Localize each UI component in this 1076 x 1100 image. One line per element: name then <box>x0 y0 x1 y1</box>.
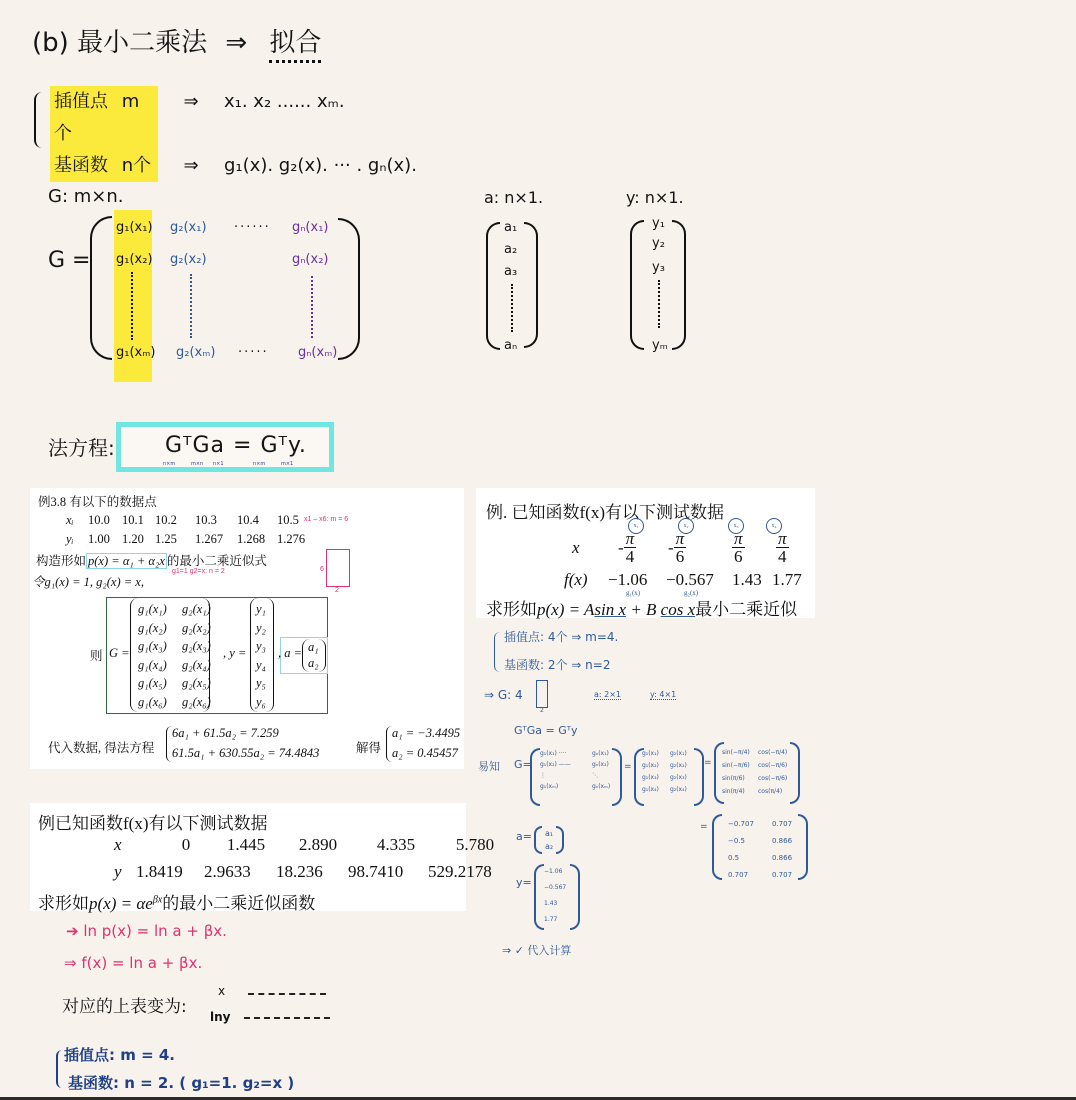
G-cell: g₁(x₃) <box>642 774 659 781</box>
trig-example-card <box>476 488 815 618</box>
y-entry: y₃ <box>652 260 665 275</box>
basis-functions-line: 基函数: n = 2. ( g₁=1. g₂=x ) <box>68 1074 295 1092</box>
G-cell: g₂(x₂) <box>182 620 211 635</box>
y-entry: 1.77 <box>544 916 558 923</box>
row-label: xᵢ <box>66 513 74 527</box>
left-brace <box>56 1050 64 1088</box>
page-title <box>32 22 321 59</box>
y-vector <box>256 600 266 711</box>
x-value: 10.4 <box>237 513 259 527</box>
y-left-paren <box>630 220 644 350</box>
x-data-row <box>114 835 516 855</box>
interp-points-line: 插值点: m = 4. <box>64 1046 175 1064</box>
a-right-paren <box>524 222 538 348</box>
ln-transform-line-1: ➔ ln p(x) = ln a + βx. <box>66 922 227 940</box>
annotation-n: g1=1 g2=x: n = 2 <box>172 568 225 575</box>
equals-sign: = <box>700 822 708 832</box>
G-cell: g₁(x₂) <box>642 762 659 769</box>
G-cell: 0.866 <box>772 837 793 845</box>
x-value: 4.335 <box>376 835 416 854</box>
row-label-x: x <box>218 984 226 998</box>
y-entry: y₂ <box>652 236 665 251</box>
left-paren <box>530 748 540 806</box>
vertical-dots <box>311 276 313 338</box>
a-dimension-label: a: 2×1 <box>594 690 622 699</box>
a-vector <box>308 639 319 671</box>
transformed-table-label: 对应的上表变为: <box>62 997 187 1017</box>
numerator: π <box>778 529 787 548</box>
G-cell: g₁(x₁) <box>138 602 167 616</box>
G-trig-col-2 <box>758 746 787 798</box>
dim-subscript: n×1 <box>213 461 224 467</box>
right-paren <box>694 748 704 806</box>
fraction <box>624 530 637 565</box>
G-cell: g₁(x₆) <box>138 694 167 709</box>
G-cell: g₁(xₘ) <box>540 783 559 790</box>
vertical-dots <box>190 274 192 338</box>
definition-count: m个 <box>54 91 140 144</box>
G-cell: −0.707 <box>728 820 754 828</box>
G-cell: g₂(x₄) <box>182 657 211 672</box>
G-numeric-col-2 <box>772 816 792 884</box>
x-value: 10.1 <box>122 513 144 527</box>
definitions-brace <box>36 86 417 182</box>
construct-suffix: 的最小二乘近似式 <box>166 554 267 568</box>
x-value <box>618 530 668 565</box>
y-entry: y₄ <box>256 657 266 672</box>
G-cell: g₂(x₃) <box>670 774 687 781</box>
x-value: 5.780 <box>455 835 495 854</box>
circled-annotation: x₁ <box>628 518 644 534</box>
G-cell: g₂(x₁) <box>670 750 687 757</box>
G-cell: g₁(x₄) <box>642 786 659 793</box>
y-entry: y₃ <box>256 639 266 653</box>
G-cell: g₂(x₁) <box>170 220 207 235</box>
denominator: 4 <box>778 547 787 566</box>
left-paren <box>712 814 722 880</box>
title-text: 最小二乘法 <box>77 28 208 58</box>
shape-cols: 2 <box>335 587 339 594</box>
y-entry: y₂ <box>256 620 266 635</box>
question-line <box>38 889 315 914</box>
question-prefix: 求形如 <box>486 600 537 619</box>
model-form: p(x) = αe <box>89 894 153 913</box>
left-brace <box>494 632 500 672</box>
dim-subscript: n×m <box>253 461 266 467</box>
exponent: βx <box>152 894 163 906</box>
sign: - <box>668 537 674 557</box>
G-cell: g₂(x₂) <box>170 252 207 267</box>
question-line <box>486 595 797 620</box>
G-cell: cos(−π/6) <box>758 762 788 769</box>
y-entry: −0.567 <box>544 884 567 891</box>
G-cell: g₁(x₃) <box>138 639 167 653</box>
a-entry: a₃ <box>504 264 518 279</box>
y-entry: y₅ <box>256 676 266 690</box>
G-cell: g₁(x₂) <box>138 620 167 635</box>
vertical-dots <box>511 284 513 332</box>
right-paren <box>612 748 622 806</box>
G-cell: sin(−π/6) <box>722 762 750 769</box>
known-label: 易知 <box>478 760 500 773</box>
f-value: 1.43 <box>732 570 762 589</box>
example-3-8-card <box>30 488 464 769</box>
G-specific-col-2 <box>670 748 687 796</box>
circled-annotation: x₃ <box>728 518 744 534</box>
row-label-lny: lny <box>210 1010 231 1024</box>
G-cell: g₂(x₃) <box>182 639 211 653</box>
placeholder-line <box>248 993 326 995</box>
G-specific-col-1 <box>642 748 659 796</box>
solution-a2: a₂ = 0.45457 <box>392 746 458 760</box>
row-label: x <box>114 835 122 854</box>
G-right-paren <box>338 218 360 360</box>
y-entry: y₁ <box>256 602 266 616</box>
G-cell: g₁(x₅) <box>138 676 167 690</box>
row-label: y <box>114 862 122 881</box>
dim-subscript: m×n <box>191 461 204 467</box>
x-value: 10.3 <box>195 513 217 527</box>
G-lhs: G = <box>109 646 130 660</box>
y-value: 529.2178 <box>428 862 492 881</box>
G-cell: g₂(x₄) <box>670 786 687 793</box>
G-lhs: G= <box>514 758 532 771</box>
normal-equation: GᵀGa = Gᵀy. <box>165 433 307 458</box>
x-value: 10.0 <box>88 513 110 527</box>
G-cell: g₂(x₅) <box>182 676 211 690</box>
G-cell: −0.5 <box>728 837 745 845</box>
y-value: 1.8419 <box>136 862 183 881</box>
example-heading: 例. 已知函数f(x)有以下测试数据 <box>486 503 724 522</box>
horizontal-dots: ······ <box>234 220 271 235</box>
G-cell: cos(−π/4) <box>758 749 788 756</box>
definition-label: 插值点 <box>54 91 108 112</box>
G-cell: g₁(x₂) —— <box>540 761 571 768</box>
y-lhs: y= <box>516 876 532 889</box>
y-entry: 1.43 <box>544 900 558 907</box>
a-entry: a₂ <box>308 656 319 670</box>
G-left-paren <box>90 216 112 360</box>
x-value: 0 <box>181 835 191 854</box>
G-cell: g₁(x₂) <box>116 252 153 267</box>
y-value: 1.25 <box>155 532 177 546</box>
y-data-row <box>66 532 307 547</box>
denominator: 6 <box>734 547 743 566</box>
question-suffix: 最小二乘近似 <box>695 600 798 619</box>
G-cell: g₁(x₁) <box>642 750 659 757</box>
normal-equation-label: 法方程: <box>48 436 115 460</box>
horizontal-dots: ····· <box>238 345 269 360</box>
y-dimension-label: y: n×1. <box>626 188 684 207</box>
model-form: p(x) = A <box>537 600 595 619</box>
vertical-dots <box>658 280 660 328</box>
G-cell: 0.5 <box>728 854 740 862</box>
a-entry: a₁ <box>308 640 319 654</box>
G-cell: gₙ(xₘ) <box>592 783 611 790</box>
G-cell: sin(π/4) <box>722 788 745 795</box>
f-value: −1.06 <box>608 570 648 589</box>
G-cell: gₙ(x₁) <box>592 750 609 757</box>
ln-transform-line-2: ⇒ f(x) = ln a + βx. <box>64 954 203 972</box>
numerator: π <box>625 529 635 548</box>
a-dimension-label: a: n×1. <box>484 188 544 207</box>
row-label-x: x <box>572 538 580 557</box>
y-entry: yₘ <box>652 338 668 353</box>
G-cell: cos(π/4) <box>758 788 783 795</box>
y-entry: −1.06 <box>544 868 563 875</box>
a-left-paren <box>486 222 500 350</box>
normal-equation: GᵀGa = Gᵀy <box>514 724 578 737</box>
denominator: 6 <box>675 547 685 566</box>
G-cell: ⋱ <box>592 772 598 779</box>
G-cell: ⋮ <box>540 772 546 779</box>
G-cell: sin(π/6) <box>722 775 745 782</box>
annotation-g2: g₂(x) <box>684 589 699 597</box>
a-vector <box>545 827 553 853</box>
y-data-row <box>114 862 502 882</box>
circled-annotation: x₂ <box>678 518 694 534</box>
G-cell: 0.707 <box>728 871 749 879</box>
definition-label: 基函数 <box>54 155 108 176</box>
sin-term-underlined: sin x <box>594 600 627 619</box>
right-paren <box>570 864 580 930</box>
y-lhs: , y = <box>223 646 247 660</box>
G-cell: gₙ(x₂) <box>592 761 609 768</box>
y-value: 98.7410 <box>348 862 404 881</box>
solve-label: 解得 <box>356 741 382 755</box>
y-right-paren <box>672 220 686 350</box>
G-cell: 0.866 <box>772 854 793 862</box>
G-general-col-n <box>592 748 610 792</box>
title-fit-underlined: 拟合 <box>269 28 321 63</box>
definition-row-interp-points <box>36 86 417 150</box>
G-cell: g₂(x₆) <box>182 694 211 709</box>
x-value: 10.5 <box>277 513 299 527</box>
G-trig-col-1 <box>722 746 750 798</box>
definition-value: g₁(x). g₂(x). ··· . gₙ(x). <box>224 155 417 176</box>
a-entry: a₁ <box>504 220 518 235</box>
left-brace <box>34 92 44 148</box>
normal-eq-1: 6a₁ + 61.5a₂ = 7.259 <box>172 726 279 740</box>
y-value: 2.9633 <box>204 862 251 881</box>
normal-equation-box <box>116 422 334 472</box>
G-general-col-1 <box>540 748 571 792</box>
x-value: 10.2 <box>155 513 177 527</box>
y-value: 1.276 <box>277 532 306 546</box>
implies-arrow: ⇒ <box>183 91 199 112</box>
a-entry: a₂ <box>504 242 518 257</box>
a-lhs: , a = <box>278 646 303 660</box>
shape-rows: 6 <box>320 566 324 573</box>
f-value: −0.567 <box>666 570 714 589</box>
x-value <box>768 530 812 565</box>
y-entry: y₆ <box>256 694 266 709</box>
model-form-boxed: p(x) = α₁ + α₂x <box>88 554 165 568</box>
left-paren <box>534 864 544 930</box>
G-cell: g₁(x₁) <box>116 220 153 235</box>
definition-row-basis-functions <box>36 150 417 182</box>
implies-arrow: ⇒ <box>183 155 199 176</box>
G-equals-label: G = <box>48 248 91 273</box>
G-cell: g₁(xₘ) <box>116 345 156 360</box>
f-values-row <box>564 570 812 590</box>
G-cell: sin(−π/4) <box>722 749 750 756</box>
y-vector <box>544 864 566 928</box>
y-value: 1.268 <box>237 532 266 546</box>
G-cell: 0.707 <box>772 820 793 828</box>
G-column-2 <box>182 600 211 711</box>
x-value: 1.445 <box>226 835 266 854</box>
plus-B: + B <box>626 600 661 619</box>
y-value: 1.267 <box>195 532 224 546</box>
basis-functions-line: 基函数: 2个 ⇒ n=2 <box>504 658 611 672</box>
a-entry: aₙ <box>504 338 518 353</box>
question-prefix: 求形如 <box>38 894 89 913</box>
fraction <box>732 530 745 565</box>
numerator: π <box>734 529 743 548</box>
left-paren <box>534 826 542 854</box>
exponential-example-card <box>30 803 495 913</box>
G-cell: gₙ(x₁) <box>292 220 329 235</box>
let-basis-line: 令g₁(x) = 1, g₂(x) = x, <box>32 575 144 589</box>
a-entry: a₂ <box>545 842 554 851</box>
a-lhs: a= <box>516 830 532 843</box>
definition-value: x₁. x₂ ...... xₘ. <box>224 91 345 112</box>
G-cell: 0.707 <box>772 871 793 879</box>
row-label: yᵢ <box>66 532 74 546</box>
annotation-g1: g₁(x) <box>626 589 641 597</box>
example-heading: 例3.8 有以下的数据点 <box>38 495 157 509</box>
x-data-row <box>66 513 307 528</box>
definition-count: n个 <box>121 155 152 176</box>
right-paren <box>798 814 808 880</box>
row-label-f: f(x) <box>564 570 588 589</box>
y-value: 1.00 <box>88 532 110 546</box>
G-cell: g₁(x₁) ···· <box>540 750 567 757</box>
y-entry: y₁ <box>652 216 665 231</box>
y-value: 1.20 <box>122 532 144 546</box>
equals-sign: = <box>704 758 712 768</box>
y-dimension-label: y: 4×1 <box>650 690 677 699</box>
normal-eq-2: 61.5a₁ + 630.55a₂ = 74.4843 <box>172 746 320 760</box>
sign: - <box>618 537 624 557</box>
y-value: 18.236 <box>276 862 323 881</box>
interp-points-line: 插值点: 4个 ⇒ m=4. <box>504 630 619 644</box>
x-values-row <box>618 530 812 565</box>
G-cell: g₂(x₂) <box>670 762 687 769</box>
G-shape-label: ⇒ G: 4 <box>484 688 523 702</box>
numerator: π <box>675 529 685 548</box>
f-value: 1.77 <box>772 570 802 589</box>
equals-sign: = <box>624 762 632 772</box>
dim-subscript: n×m <box>163 461 176 467</box>
fraction <box>674 530 687 565</box>
substitute-label: 代入数据, 得法方程 <box>48 741 155 755</box>
G-cell: gₙ(xₘ) <box>298 345 338 360</box>
circled-annotation: x₄ <box>766 518 782 534</box>
G-numeric-col-1 <box>728 816 754 884</box>
denominator: 4 <box>625 547 635 566</box>
fraction <box>776 530 789 565</box>
then-label: 则 <box>90 649 103 663</box>
x-value <box>724 530 768 565</box>
x-value: 2.890 <box>298 835 338 854</box>
G-dimension-label: G: m×n. <box>48 186 124 207</box>
solution-a1: a₁ = −3.4495 <box>392 726 461 740</box>
cos-term-underlined: cos x <box>660 600 696 619</box>
G-shape-sketch <box>536 680 548 708</box>
G-cell: g₁(x₄) <box>138 657 167 672</box>
placeholder-line <box>244 1017 330 1019</box>
section-number: (b) <box>32 28 69 58</box>
question-suffix: 的最小二乘近似函数 <box>162 894 316 913</box>
G-column-1 <box>138 600 167 711</box>
right-paren <box>556 826 564 854</box>
G-shape-cols: 2 <box>540 707 544 714</box>
vertical-dots <box>131 272 133 340</box>
dim-subscript: m×1 <box>281 461 294 467</box>
construct-prefix: 构造形如 <box>36 554 87 568</box>
annotation-m: x1 – x6: m = 6 <box>304 516 349 523</box>
example-heading: 例已知函数f(x)有以下测试数据 <box>38 814 268 833</box>
a-entry: a₁ <box>545 829 554 838</box>
x-value <box>668 530 724 565</box>
G-cell: g₂(xₘ) <box>176 345 216 360</box>
right-paren <box>790 742 800 804</box>
implies-arrow: ⇒ <box>225 28 248 58</box>
conclusion-line: ⇒ ✓ 代入计算 <box>502 944 572 957</box>
G-cell: cos(−π/6) <box>758 775 788 782</box>
construct-line <box>36 551 267 569</box>
G-cell: gₙ(x₂) <box>292 252 329 267</box>
matrix-shape-sketch <box>326 549 350 587</box>
G-cell: g₂(x₁) <box>182 602 211 616</box>
